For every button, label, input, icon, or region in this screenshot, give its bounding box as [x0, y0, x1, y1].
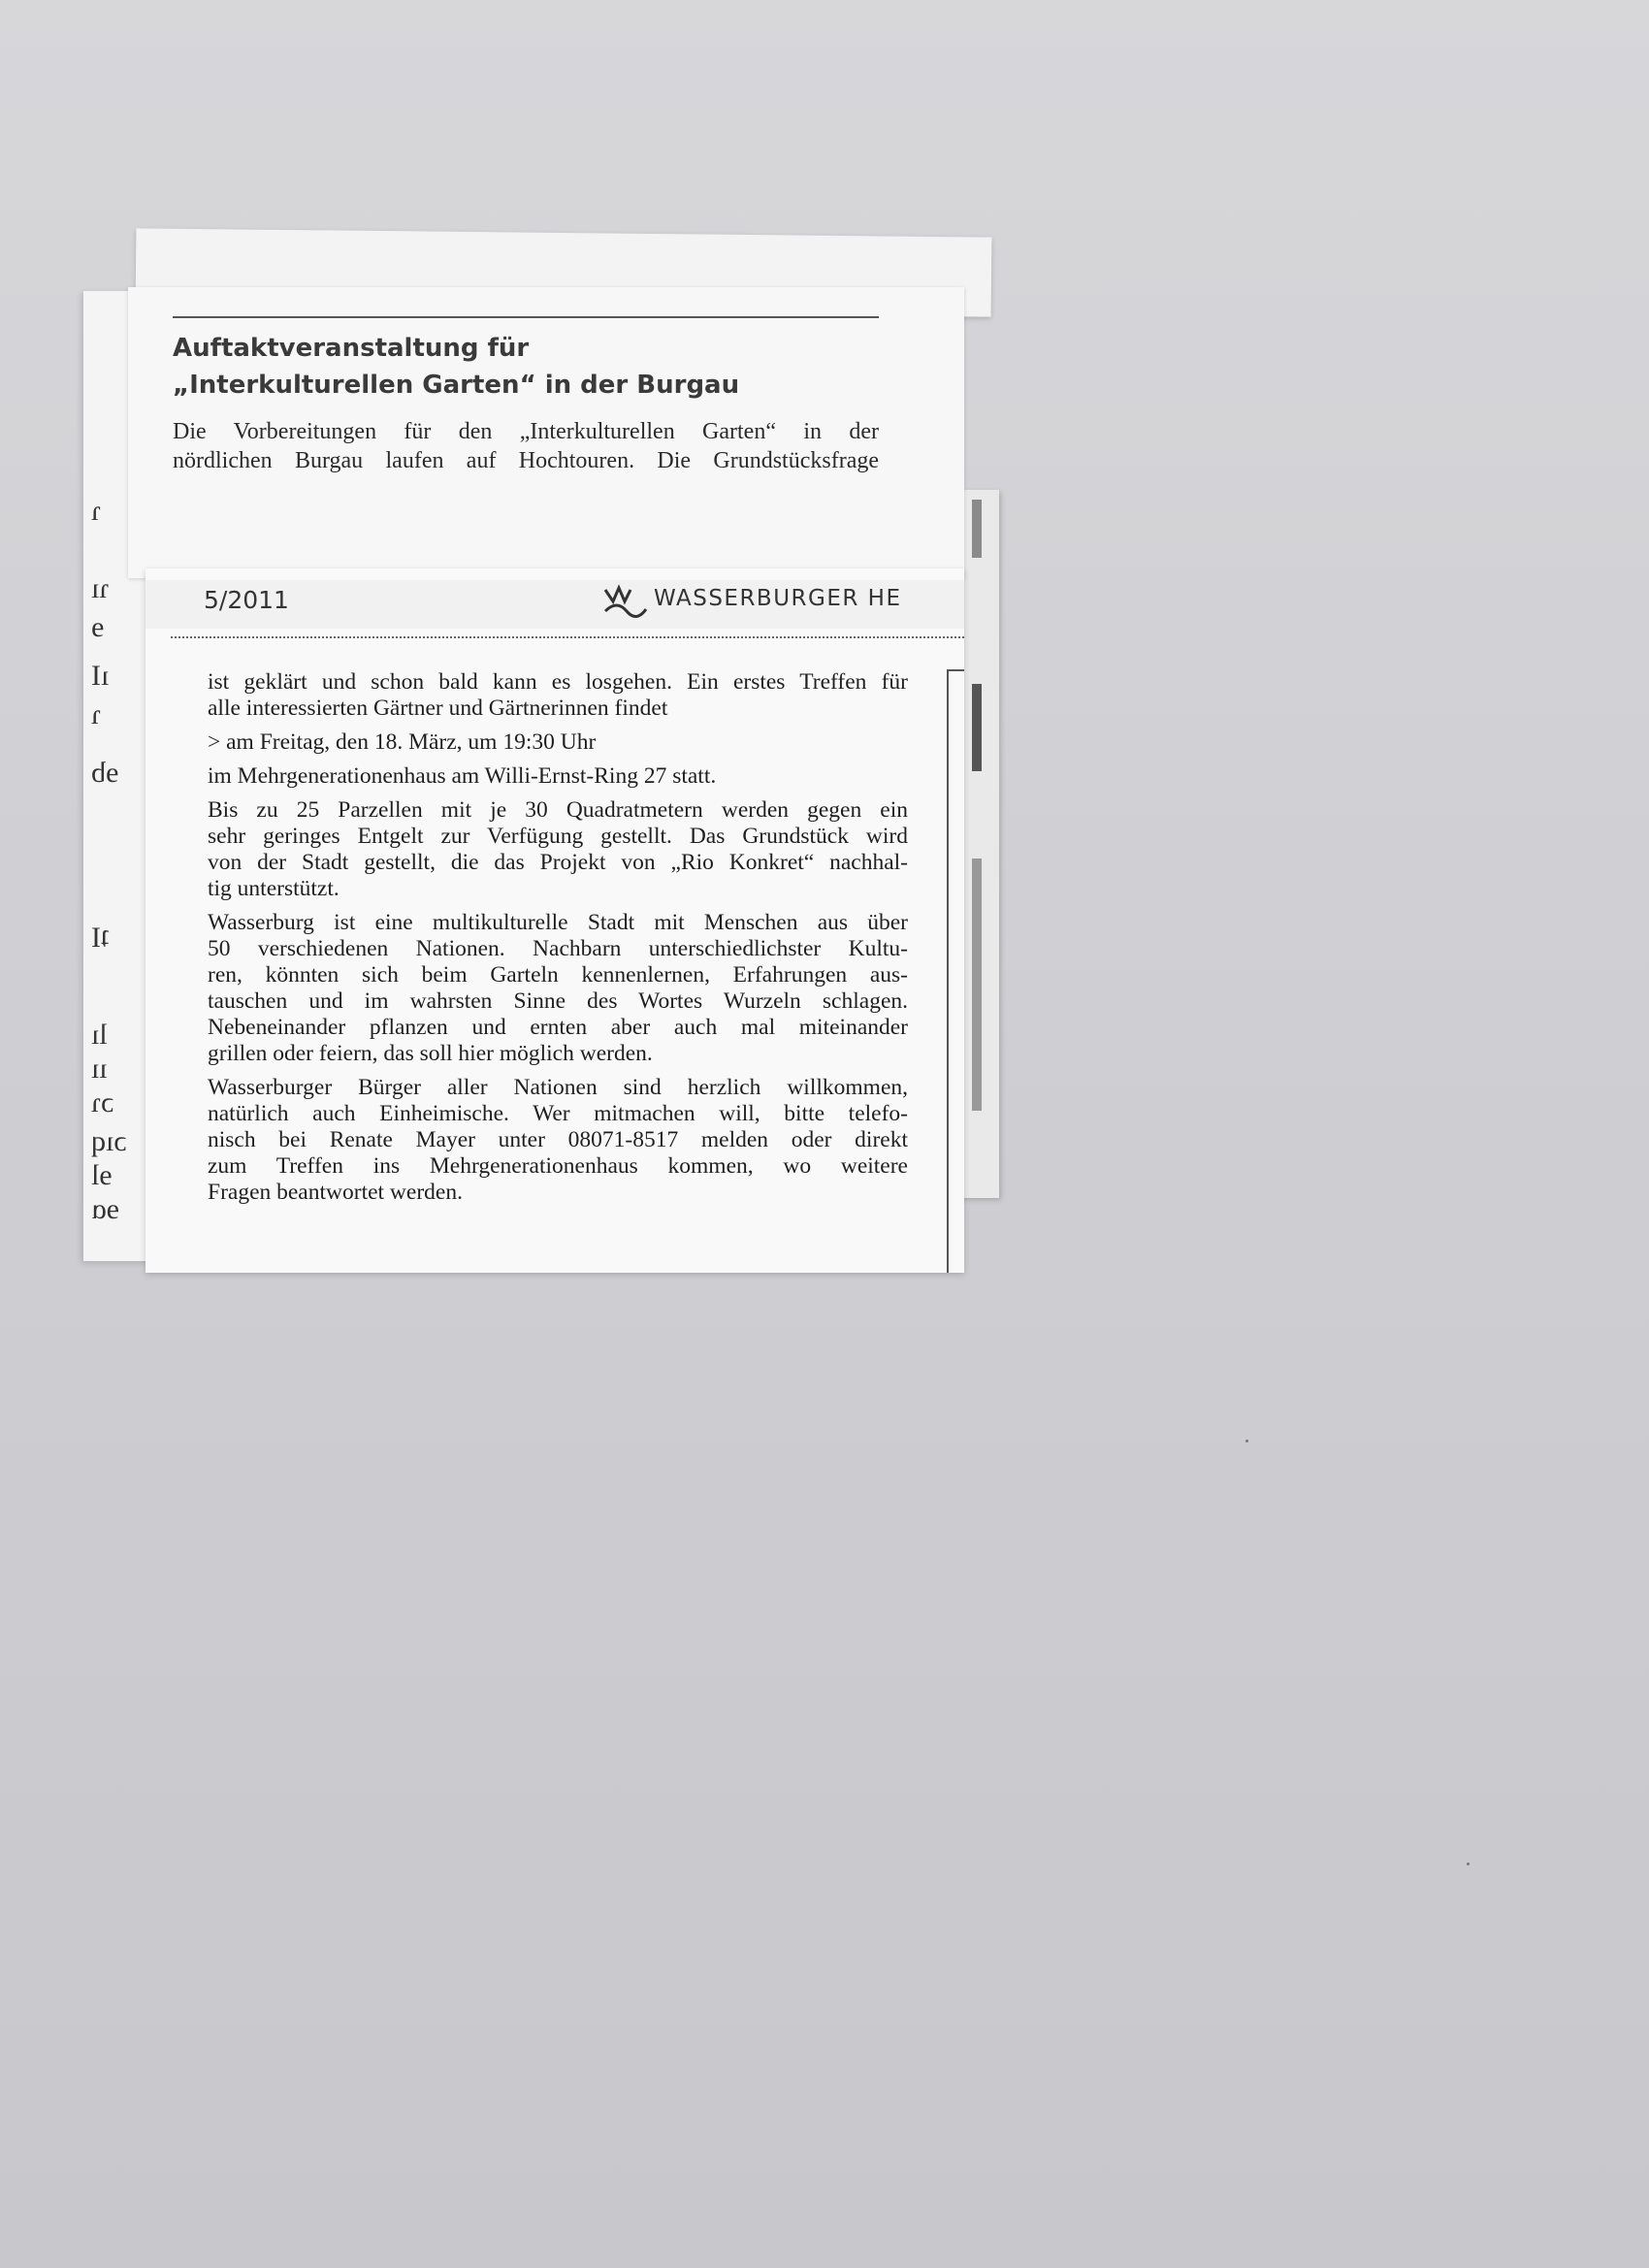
bleed-text: ɘ	[91, 611, 105, 643]
text-line: ist geklärt und schon bald kann es losgehen. Ein erstes Treffen für	[208, 669, 908, 695]
bleed-text: lı	[91, 1019, 108, 1051]
text-line: zum Treffen ins Mehrgenerationenhaus kommen, wo weitere	[208, 1153, 908, 1179]
publication-name: WASSERBURGER HE	[654, 586, 902, 611]
paragraph	[208, 797, 908, 902]
headline-line: Auftaktveranstaltung für	[173, 334, 530, 363]
paragraph	[208, 669, 908, 722]
text-line: von der Stadt gestellt, die das Projekt von „Rio Konkret“ nachhal-	[208, 850, 908, 875]
article-body-clipping	[146, 568, 964, 1273]
header-divider	[171, 636, 964, 638]
scan-speck	[1467, 1863, 1470, 1865]
article-lead	[173, 417, 879, 475]
text-line: Wasserburg ist eine multikulturelle Stadt mit Menschen aus über	[208, 910, 908, 935]
article-body	[208, 669, 908, 1214]
article-header-clipping	[128, 287, 964, 578]
text-line: grillen oder feiern, das soll hier möglich werden.	[208, 1041, 653, 1066]
text-line: tig unterstützt.	[208, 876, 340, 901]
bleed-text: ɿ	[91, 698, 101, 730]
bleed-text: ɘɑ	[91, 1193, 120, 1225]
text-line: Wasserburger Bürger aller Nationen sind herzlich willkommen,	[208, 1075, 908, 1100]
bleed-text: ʇI	[91, 922, 110, 954]
paragraph	[208, 1075, 908, 1206]
event-date: > am Freitag, den 18. März, um 19:30 Uhr	[208, 729, 597, 755]
headline-rule	[173, 316, 879, 318]
bleed-text: ıı	[91, 1053, 108, 1085]
bleed-text: ɔıq	[91, 1125, 127, 1157]
text-line: sehr geringes Entgelt zur Verfügung gestellt. Das Grundstück wird	[208, 824, 908, 849]
text-line: tauschen und im wahrsten Sinne des Wortes Wurzeln schlagen.	[208, 988, 908, 1014]
event-place: im Mehrgenerationenhaus am Willi-Ernst-Ring 27 statt.	[208, 763, 717, 789]
text-line: nisch bei Renate Mayer unter 08071-8517 melden oder direkt	[208, 1127, 908, 1152]
headline-line: „Interkulturellen Garten“ in der Burgau	[173, 371, 740, 400]
article-headline	[173, 330, 910, 404]
text-line: 50 verschiedenen Nationen. Nachbarn unterschiedlichster Kultu-	[208, 936, 908, 961]
text-line: alle interessierten Gärtner und Gärtnerinnen findet	[208, 696, 668, 721]
text-line: Fragen beantwortet werden.	[208, 1180, 463, 1205]
bleed-text: ɿ	[91, 495, 101, 527]
text-line: Bis zu 25 Parzellen mit je 30 Quadratmetern werden gegen ein	[208, 797, 908, 823]
paragraph	[208, 910, 908, 1067]
scan-speck	[1245, 1440, 1248, 1442]
bleed-text: ɘb	[91, 757, 119, 789]
issue-number: 5/2011	[204, 586, 289, 614]
bleed-text: ɿı	[91, 572, 110, 604]
adjacent-column-frame	[947, 669, 964, 1273]
wave-logo-icon	[601, 580, 648, 625]
text-line: ren, könnten sich beim Garteln kennenlernen, Erfahrungen aus-	[208, 962, 908, 988]
lead-line: nördlichen Burgau laufen auf Hochtouren. Die Grundstücksfrage	[173, 448, 879, 473]
lead-line: Die Vorbereitungen für den „Interkulturellen Garten“ in der	[173, 419, 879, 444]
bleed-text: ɘl	[91, 1159, 113, 1191]
text-line: Nebeneinander pflanzen und ernten aber auch mal miteinander	[208, 1015, 908, 1040]
bleed-text: ıI	[91, 660, 110, 692]
text-line: natürlich auch Einheimische. Wer mitmachen will, bitte telefo-	[208, 1101, 908, 1126]
bleed-text: ɔɿ	[91, 1086, 114, 1118]
